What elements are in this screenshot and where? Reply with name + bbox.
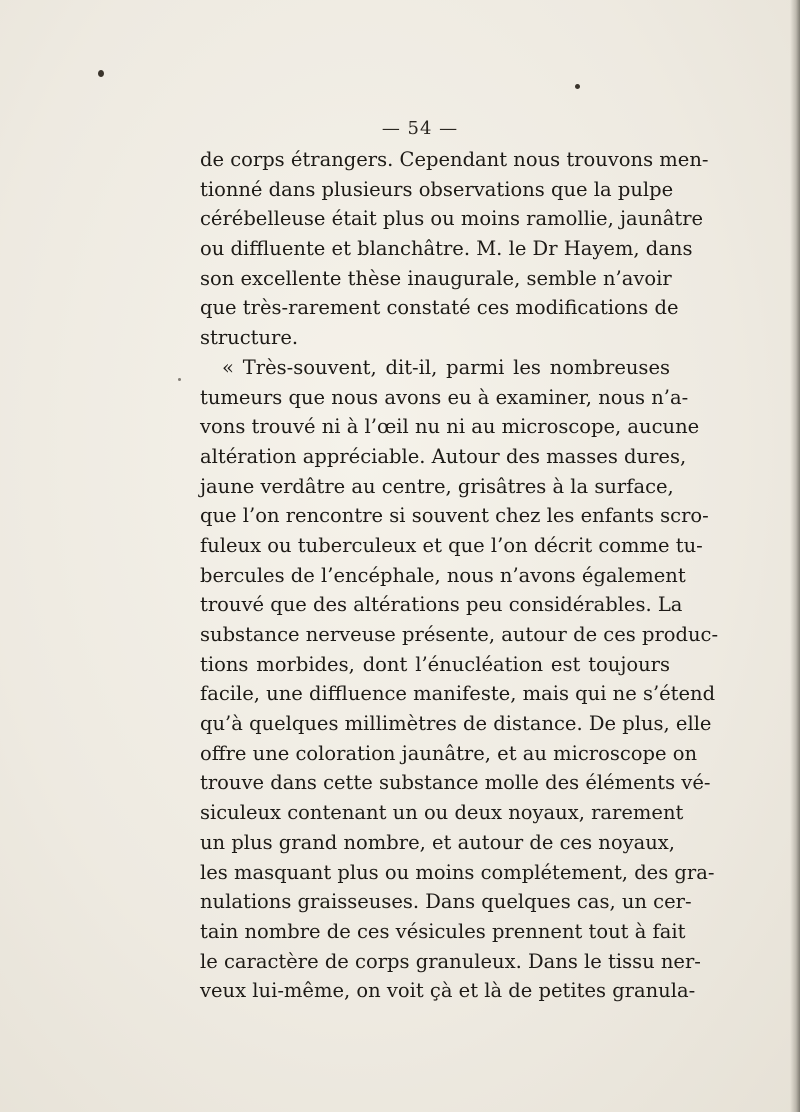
ink-speck <box>98 70 104 77</box>
text-line: tions morbides, dont l’énucléation est toujours <box>200 652 670 676</box>
text-line: jaune verdâtre au centre, grisâtres à la surface, <box>200 474 674 498</box>
text-line: ou diffluente et blanchâtre. M. le Dr Hayem, dans <box>200 237 693 261</box>
text-line: qu’à quelques millimètres de distance. De plus, elle <box>200 712 712 736</box>
text-line: fuleux ou tuberculeux et que l’on décrit comme tu- <box>200 533 703 557</box>
text-line: un plus grand nombre, et autour de ces noyaux, <box>200 830 675 854</box>
text-line: siculeux contenant un ou deux noyaux, rarement <box>200 801 684 825</box>
text-line: tumeurs que nous avons eu à examiner, nous n’a- <box>200 385 689 409</box>
text-line: le caractère de corps granuleux. Dans le tissu ner- <box>200 949 701 973</box>
text-line: tain nombre de ces vésicules prennent tout à fait <box>200 919 686 943</box>
text-line: que très-rarement constaté ces modifications de <box>200 296 679 320</box>
page-edge-shadow <box>790 0 800 1112</box>
text-line: nulations graisseuses. Dans quelques cas, un cer- <box>200 890 692 914</box>
body-text <box>200 145 719 1006</box>
text-line: substance nerveuse présente, autour de ces produc- <box>200 623 719 646</box>
text-line: cérébelleuse était plus ou moins ramollie, jaunâtre <box>200 207 704 231</box>
text-line: bercules de l’encéphale, nous n’avons également <box>200 563 686 587</box>
page-number: — 54 — <box>381 118 459 139</box>
text-line: veux lui-même, on voit çà et là de petites granula- <box>200 979 696 1003</box>
text-line: facile, une diffluence manifeste, mais qui ne s’étend <box>200 682 716 706</box>
text-line: les masquant plus ou moins complétement, des gra- <box>200 860 715 884</box>
text-line: trouvé que des altérations peu considérables. La <box>200 593 683 617</box>
text-line: tionné dans plusieurs observations que la pulpe <box>200 177 674 201</box>
text-line: vons trouvé ni à l’œil nu ni au microscope, aucune <box>200 415 700 439</box>
ink-speck <box>575 84 580 89</box>
text-line: offre une coloration jaunâtre, et au microscope on <box>200 741 698 765</box>
text-line: altération appréciable. Autour des masses dures, <box>200 444 687 468</box>
text-line: trouve dans cette substance molle des éléments vé- <box>200 771 711 795</box>
ink-speck <box>178 378 181 381</box>
text-line: son excellente thèse inaugurale, semble n’avoir <box>200 266 672 290</box>
text-line: de corps étrangers. Cependant nous trouvons men- <box>200 148 709 171</box>
text-line: « Très-souvent, dit-il, parmi les nombreuses <box>222 355 670 379</box>
text-line: structure. <box>200 326 299 350</box>
text-line: que l’on rencontre si souvent chez les enfants scro- <box>200 504 709 528</box>
